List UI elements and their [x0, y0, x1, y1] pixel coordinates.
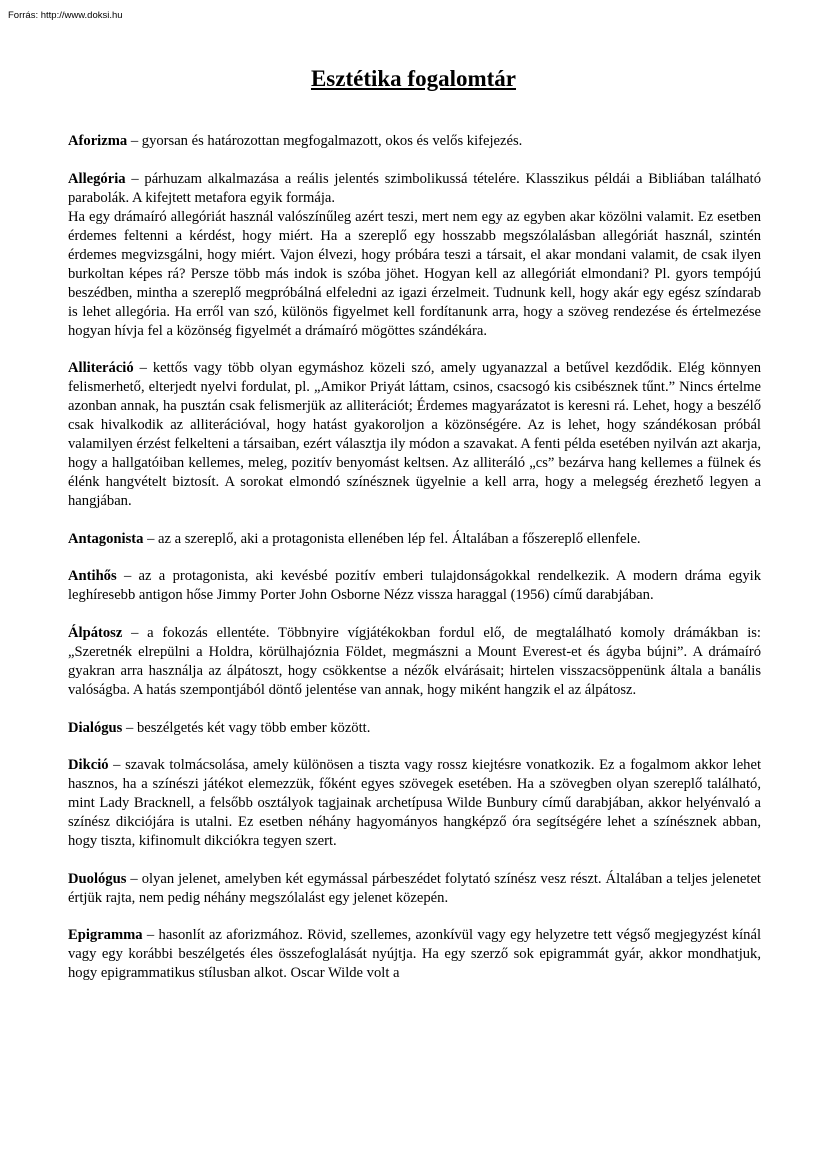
entry-definition: – az a protagonista, aki kevésbé pozitív emberi tulajdonságokkal rendelkezik. A modern dráma egyik leghíresebb antigon hőse Jimmy Porter John Osborne Nézz vissza haraggal (1956) című darabjában. — [68, 568, 761, 604]
entry-term: Álpátosz — [68, 624, 123, 641]
entry-antihos — [68, 567, 761, 605]
entry-term: Duológus — [68, 870, 127, 887]
entry-definition: – a fokozás ellentéte. Többnyire vígjátékokban fordul elő, de megtalálható komoly drámákban is: „Szeretnék elrepülni a Holdra, körülhajóznia Földet, megmászni a Mount Everest-et és ágyba bújni”. A drámaíró gyakran arra használja az álpátoszt, hogy csökkentse a nézők elvárásait; hirtelen visszacsöppenünk általa a banális valóságba. A hatás szempontjából döntő jelentése van annak, hogy miként hangzik el az álpátosz. — [68, 624, 761, 698]
entry-definition: – párhuzam alkalmazása a reális jelentés szimbolikussá tételére. Klasszikus példái a Bibliában található parabolák. A kifejtett metafora egyik formája. — [68, 170, 761, 206]
entry-definition: – kettős vagy több olyan egymáshoz közeli szó, amely ugyanazzal a betűvel kezdődik. Elég könnyen felismerhető, elterjedt nyelvi fordulat, pl. „Amikor Priyát láttam, csinos, csacsogó kis csibésznek tűnt.” Nincs értelme azonban annak, ha pusztán csak felismerjük az alliterációt; Érdemes magyarázatot is keresni rá. Lehet, hogy a beszélő csak hivalkodik az alliterációval, hogy hatást gyakoroljon a közönségére. Az is lehet, hogy szándékosan próbál valamilyen érzést felkelteni a társaiban, ezért választja ily módon a szavakat. A fenti példa esetében nyilván azt akarja, hogy a hallgatóiban kellemes, meleg, pozitív benyomást keltsen. Az alliteráló „cs” bezárva hang kellemes a fülnek és élénk hangvételt biztosít. A sorokat elmondó színésznek ügyelnie a kell arra, hogy a melegség érezhető legyen a hangjában. — [68, 360, 761, 510]
entry-term: Antihős — [68, 568, 117, 585]
entry-term: Dikció — [68, 757, 109, 774]
entry-term: Dialógus — [68, 719, 123, 736]
entry-allegoria — [68, 170, 761, 341]
entry-term: Aforizma — [68, 133, 128, 149]
entry-duologus — [68, 870, 761, 908]
entry-dikcio — [68, 756, 761, 851]
entry-aforizma — [68, 132, 761, 151]
entry-definition: – beszélgetés két vagy több ember között. — [122, 719, 371, 736]
entry-term: Allegória — [68, 170, 126, 187]
entry-alliteracio — [68, 359, 761, 511]
entry-dialogus — [68, 719, 761, 738]
entry-term: Epigramma — [68, 927, 143, 944]
entry-definition: – olyan jelenet, amelyben két egymással párbeszédet folytató színész vesz részt. Általában a teljes jelenetet értjük rajta, nem pedig néhány megszólalást egy jelenet közepén. — [68, 870, 761, 906]
page-title: Esztétika fogalomtár — [310, 66, 517, 91]
entry-definition: – gyorsan és határozottan megfogalmazott, okos és velős kifejezés. — [127, 133, 523, 149]
entry-definition: – az a szereplő, aki a protagonista ellenében lép fel. Általában a főszereplő ellenfele. — [143, 530, 641, 547]
glossary-body — [68, 132, 761, 1002]
entry-alpatosz — [68, 624, 761, 700]
entry-term: Antagonista — [68, 530, 144, 547]
source-label: Forrás: http://www.doksi.hu — [8, 10, 123, 21]
entry-term: Alliteráció — [68, 360, 134, 377]
entry-paragraph: Ha egy drámaíró allegóriát használ valószínűleg azért teszi, mert nem egy az egyben akar közölni valamit. Ez esetben érdemes feltenni a kérdést, hogy miért. Ha a szereplő egy hosszabb megszólalásban allegóriát használ, szintén érdemes megvizsgálni, hogy miért. Vajon élvezi, hogy próbára teszi a társait, el akar mondani valamit, de csak ilyen burkoltan képes rá? Persze több más indok is szóba jöhet. Hogyan kell az allegóriát elmondani? Pl. gyors tempójú beszédben, mintha a szereplő megpróbálná elfeledni az igazi érzelmeit. Tudnunk kell, hogy akár egy egész színdarab is lehet allegória. Ha erről van szó, különös figyelmet kell fordítanunk arra, hogy a szöveg rendezése és értelmezése hogyan hívja fel a közönség figyelmét a drámaíró mögöttes szándékára. — [68, 208, 761, 339]
entry-epigramma — [68, 926, 761, 983]
entry-antagonista — [68, 530, 761, 549]
entry-definition: – hasonlít az aforizmához. Rövid, szellemes, azonkívül vagy egy helyzetre tett végső megjegyzést kínál vagy egy korábbi beszélgetés éles összefoglalását nyújtja. Ha egy szerző sok epigrammát gyár, akkor mondhatjuk, hogy epigrammatikus stílusban alkot. Oscar Wilde volt a — [68, 927, 761, 982]
entry-definition: – szavak tolmácsolása, amely különösen a tiszta vagy rossz kiejtésre vonatkozik. Ez a fogalmom akkor lehet hasznos, ha a színészi játékot elemezzük, főként egyes szövegek esetében. Ha a szövegben olyan szereplő található, mint Lady Bracknell, a felsőbb osztályok tagjainak archetípusa Wilde Bunbury című darabjában, akkor helyénvaló a színész dikciójára is utalni. Ez esetben néhány hagyományos hangképző óra segítségére lehet a színésznek abban, hogy tiszta, kifinomult dikciókra tegyen szert. — [68, 757, 761, 850]
